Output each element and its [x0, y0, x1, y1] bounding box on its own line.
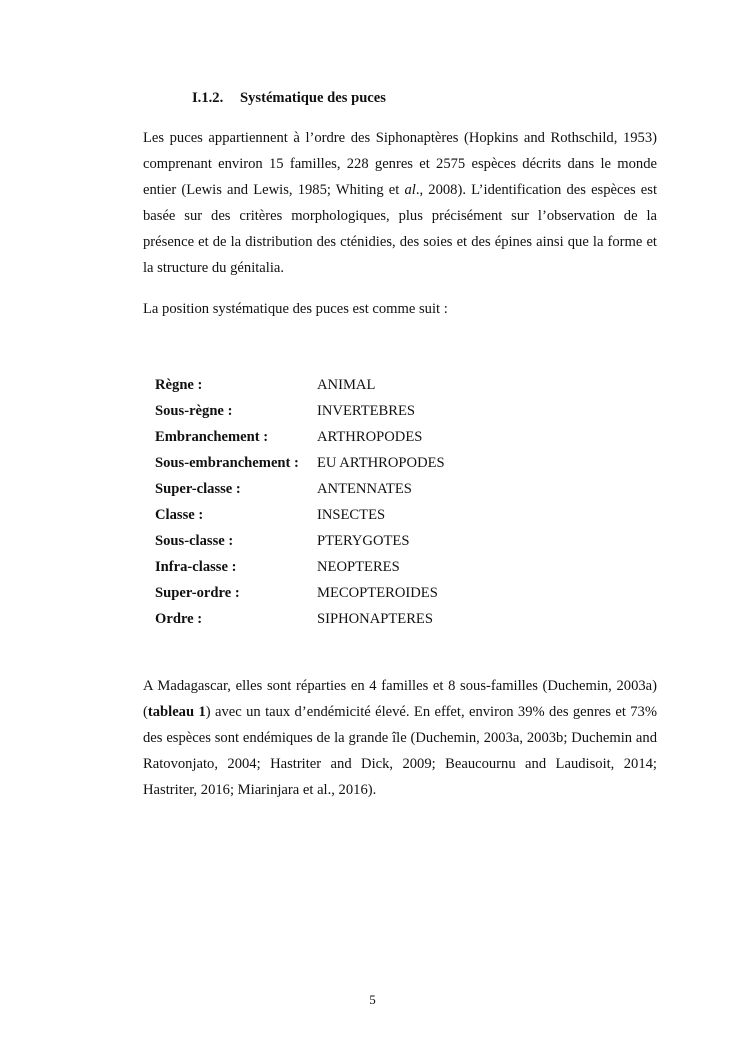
rank-label: Infra-classe : — [155, 559, 237, 575]
rank-value: SIPHONAPTERES — [317, 611, 433, 627]
section-title: Systématique des puces — [240, 90, 386, 106]
rank-label: Ordre : — [155, 611, 203, 627]
rank-value: NEOPTERES — [317, 559, 400, 575]
classification-row — [155, 424, 445, 450]
rank-label: Sous-règne : — [155, 403, 233, 419]
rank-label: Super-classe : — [155, 481, 241, 497]
section-heading — [192, 90, 386, 107]
classification-row — [155, 502, 445, 528]
classification-row — [155, 528, 445, 554]
rank-value: EU ARTHROPODES — [317, 455, 445, 471]
classification-row — [155, 606, 445, 632]
rank-value: PTERYGOTES — [317, 533, 410, 549]
table-reference: tableau 1 — [147, 704, 206, 720]
intro-paragraph — [143, 125, 657, 281]
position-intro-text: La position systématique des puces est comme suit : — [143, 301, 448, 317]
classification-list — [155, 372, 445, 632]
classification-row — [155, 476, 445, 502]
classification-row — [155, 398, 445, 424]
madagascar-paragraph — [143, 673, 657, 803]
classification-row — [155, 372, 445, 398]
classification-row — [155, 580, 445, 606]
section-number: I.1.2. — [192, 90, 224, 106]
rank-label: Sous-classe : — [155, 533, 234, 549]
rank-value: INVERTEBRES — [317, 403, 416, 419]
rank-label: Classe : — [155, 507, 204, 523]
rank-value: MECOPTEROIDES — [317, 585, 438, 601]
rank-label: Règne : — [155, 377, 203, 393]
madagascar-text-2: ) avec un taux d’endémicité élevé. En effet, environ 39% des genres et 73% des espèces sont endémiques de la grande île (Duchemin, 2003a, 2003b; Duchemin and Ratovonjato, 2004; Hastriter and Dick, 2009; Beaucournu and Laudisoit, 2014; Hastriter, 2016; Miarinjara et al., 2016). — [143, 704, 657, 798]
rank-label: Embranchement : — [155, 429, 269, 445]
classification-row — [155, 450, 445, 476]
intro-text-1: Les puces appartiennent à l’ordre des Siphonaptères (Hopkins and Rothschild, 1953) comprenant environ 15 familles, 228 genres et 2575 espèces décrits dans le monde entier (Lewis and Lewis, 1985; Whiting et — [143, 130, 657, 198]
position-intro — [143, 296, 657, 322]
rank-value: ARTHROPODES — [317, 429, 423, 445]
madagascar-text-1: A Madagascar, elles sont réparties en 4 familles et 8 sous-familles (Duchemin, 2003a) ( — [143, 678, 657, 720]
classification-row — [155, 554, 445, 580]
rank-label: Super-ordre : — [155, 585, 240, 601]
rank-value: ANTENNATES — [317, 481, 412, 497]
intro-italic: al — [404, 182, 416, 198]
rank-label: Sous-embranchement : — [155, 455, 299, 471]
rank-value: INSECTES — [317, 507, 386, 523]
rank-value: ANIMAL — [317, 377, 376, 393]
page-number: 5 — [369, 992, 376, 1007]
intro-text-2: ., 2008). L’identification des espèces est basée sur des critères morphologiques, plus précisément sur l’observation de la présence et de la distribution des cténidies, des soies et des épines ainsi que la forme et la structure du génitalia. — [143, 182, 657, 276]
